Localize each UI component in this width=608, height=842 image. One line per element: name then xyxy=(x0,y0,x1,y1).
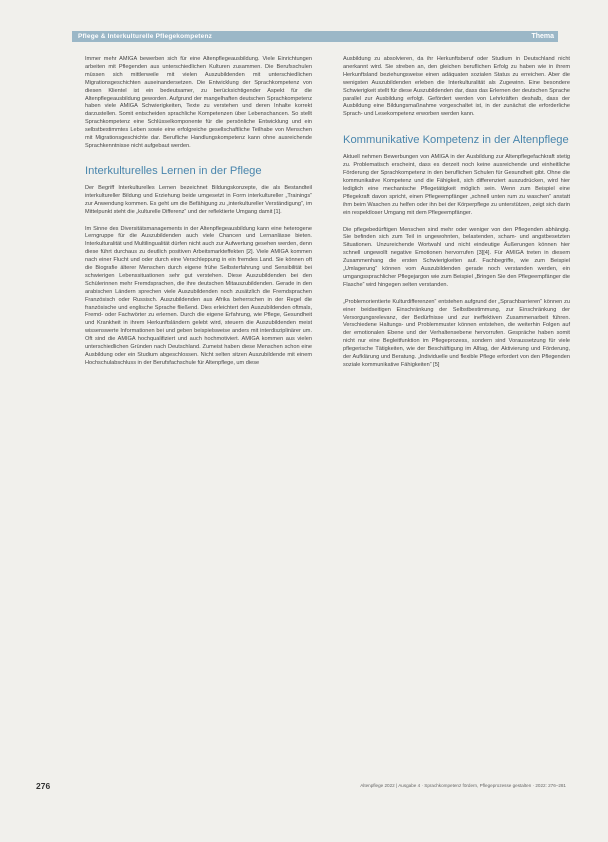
paragraph: Ausbildung zu absolvieren, da ihr Herkunftsberuf oder Studium in Deutschland nicht anerkannt wird. Sie streben an, den gleichen beruflichen Erfolg zu haben wie in ihrem Herkunftsland beziehungsweise einen adäquaten sozialen Status zu erreichen. Aber die wenigsten Auszubildenden erleben die Interkulturalität als Zugewinn. Eine besondere Schwierigkeit stellt für diese Auszubildenden dar, dass das Erlernen der deutschen Sprache parallel zur Ausbildung erfolgt. Gefördert werden von Lehrkräften deshalb, dass der Ausbildung eine Bildungsmaßnahme vorgeschaltet ist, in der zunächst die erforderliche Sprach- und Lesekompetenz erworben werden kann. xyxy=(343,56,570,118)
paragraph: Im Sinne des Diversitätsmanagements in der Altenpflegeausbildung kann eine heterogene Lerngruppe für die Auszubildenden auch viele Chancen und Lernanlässe bieten. Interkulturalität und Multilingualität dürfen nicht auch zur Aufwertung gesehen werden, denn diese führt durchaus zu deutlich positiven Arbeitsmarkteffekten [2]. Viele AMIGA kommen nach einer Flucht und oder durch eine Verschleppung in ein fremdes Land. Sie können oft die Biografie älterer Menschen durch eigene frühe Selbsterfahrung und Sensibilität bei schwierigen Lebenssituationen sehr gut verstehen. Diese Auszubildenden bei den Schülerinnen mehr Fremdsprachen, die ihre deutschen Mitauszubildenden. Gerade in den arabischen Ländern sprechen viele Auszubildenden noch zusätzlich die Fremdsprachen Französisch oder Russisch. Auszubildenden aus Afrika beherrschen in der Regel die französische und englische Sprache fließend. Dies erleichtert den Auszubildenden oftmals, Fremd- oder Fachwörter zu erlernen. Durch die eigene Erfahrung, wie Pflege, Gesundheit und Krankheit in ihrem Herkunftsländern gelebt wird, steuern die Auszubildenden meist wissenswerte Informationen bei und geben beispielsweise anders mit interdisziplinärer um. Oft sind die AMIGA hochqualifiziert und auch hochmotiviert. AMIGA kommen aus vielen unterschiedlichen Gründen nach Deutschland. Zumeist haben diese Menschen schon eine Ausbildung oder ein Studium abgeschlossen. Nicht selten sitzen Auszubildende mit einem Hochschulabschluss in der Berufsfachschule für Altenpflege, um diese xyxy=(85,225,312,366)
paragraph: Die pflegebedürftigen Menschen sind mehr oder weniger von den Pflegenden abhängig. Sie befinden sich zum Teil in ungewohnten, belastenden, scham- und angstbesetzten Situationen. Unzureichende Wortwahl und nicht eindeutige Äußerungen können hier schnell ungewollt negative Emotionen hervorrufen [3][4]. Für AMIGA treten in diesem Zusammenhang die ersten Schwierigkeiten auf. Fachbegriffe, wie zum Beispiel „Umlagerung“ können vom Auszubildenden gerade noch verstanden werden, ein umgangssprachlicher Pflegejargon wie zum Beispiel „Bringen Sie den Pflegeempfänger die Flasche“ wird hingegen selten verstanden. xyxy=(343,226,570,288)
paragraph: Aktuell nehmen Bewerbungen von AMIGA in der Ausbildung zur Altenpflegefachkraft stetig zu. Problematisch erscheint, dass es derzeit noch keine ausreichende und einheitliche Förderung der Sprachkompetenz in den beruflichen Schulen für Gesundheit gibt. Ohne die kommunikative Kompetenz und die Fähigkeit, sich differenziert auszudrücken, wird hier lediglich eine mechanische Pflegetätigkeit möglich sein. Wenn zum Beispiel eine Pflegekraft davon spricht, einen Pflegeempfänger „schnell unten rum zu waschen“ anstatt ihm beim Waschen zu helfen oder ihn bei der Körperpflege zu unterstützen, zeigt sich darin ein respektloser Umgang mit dem Pflegeempfänger. xyxy=(343,154,570,216)
section-heading: Interkulturelles Lernen in der Pflege xyxy=(85,164,262,177)
footer-citation: Altenpflege 2022 | Ausgabe 4 · Sprachkompetenz fördern, Pflegeprozesse gestalten · 2022: 276–281 xyxy=(360,783,566,788)
page-footer xyxy=(36,781,566,793)
running-header-title: Pflege & Interkulturelle Pflegekompetenz xyxy=(78,33,213,40)
running-header xyxy=(72,31,558,42)
right-column xyxy=(343,56,570,379)
left-column xyxy=(85,56,312,377)
paragraph: Immer mehr AMIGA bewerben sich für eine Altenpflegeausbildung. Viele Einrichtungen arbeiten mit Pflegenden aus unterschiedlichen Kulturen zusammen. Die Berufsschulen müssen sich mittlerweile mit vielen Auszubildenden mit unterschiedlichen Migrationsgeschichten auseinandersetzen. Die Entwicklung der Sprachkompetenz von diesen Klientel ist ein bedeutsamer, zu berücksichtigender Aspekt für die Altenpflegeausbildung geworden. Aufgrund der mangelhaften deutschen Sprachkompetenz haben viele AMIGA Schwierigkeiten, Texte zu verstehen und deren Inhalte korrekt darzustellen. Somit entscheiden sprachliche Kompetenzen über Lebenschancen. So stellt Sprachkompetenz eine Schlüsselkomponente für die persönliche Entwicklung und ein selbstbestimmtes Leben sowie eine erfolgreiche gesellschaftliche Teilhabe von Menschen mit Migrationsgeschichte dar. Berufliche Handlungskompetenz kann ohne ausreichende Sprachkenntnisse nicht aufgebaut werden. xyxy=(85,56,312,149)
page-number: 276 xyxy=(36,781,51,791)
paragraph: „Problemorientierte Kulturdifferenzen“ entstehen aufgrund der „Sprachbarrieren“ können zu einer beidseitigen Einschränkung der Selbstbestimmung, zur Einschränkung der Versorgungsrelevanz, der Bedürfnisse und zur ineffektiven Zusammenarbeit führen. Verschiedene Haltungs- und Problemmuster können entstehen, die weiterhin Folgen auf der emotionalen Ebene und der Verhaltensebene hervorrufen. Gespräche haben somit nicht nur eine Begleitfunktion im Pflegeprozess, sondern sind Voraussetzung für viele pflegerische Tätigkeiten, wie der Beschäftigung im Alltag, der Aktivierung und Förderung, der Aufklärung und Beratung. „Individuelle und flexible Pflege erfordert von den Pflegenden soziale kommunikative Fähigkeiten“ [5] xyxy=(343,298,570,368)
section-badge: Thema xyxy=(531,33,554,40)
section-heading: Kommunikative Kompetenz in der Altenpflege xyxy=(343,134,569,147)
paragraph: Der Begriff Interkulturelles Lernen bezeichnet Bildungskonzepte, die als Bestandteil interkultureller Bildung und Erziehung beide umgesetzt in Form interkultureller „Trainings“ zur Anwendung kommen. Es geht um die Befähigung zu „interkultureller Verständigung“, im Mittelpunkt steht die „kulturelle Differenz“ und der reflektierte Umgang damit [1]. xyxy=(85,184,312,215)
